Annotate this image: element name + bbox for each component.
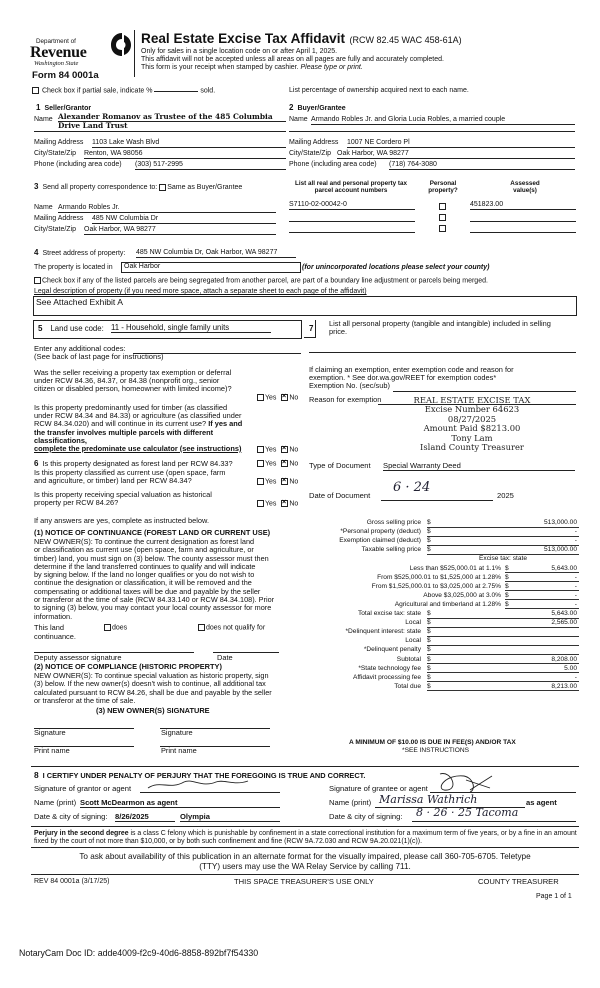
exemption-question-l3: citizen or disabled person, homeowner with limited income)? [34,384,232,394]
stamp-line-6: Island County Treasurer [420,442,524,453]
perjury-bold: Perjury in the second degree [34,830,129,837]
tax-row-label: Total excise tax: state [357,610,421,617]
this-land-label: This land [34,623,64,632]
street-address-field[interactable]: 485 NW Columbia Dr, Oak Harbor, WA 98277 [136,249,296,258]
tax-row-value: 5.00 [564,664,577,672]
timber-question-l3-bold: If yes and [208,419,243,429]
current-use-yes-label: Yes [265,478,277,486]
land-does-label: does [112,624,128,632]
tax-row [309,636,579,645]
grantee-name-label: Name (print) [329,798,372,807]
seller-address-field[interactable]: 1103 Lake Wash Blvd [92,139,286,148]
segregated-label: Check box if any of the listed parcels are being segregated from another parcel, are part of a boundary line adjustment or parcels being merged. [42,277,488,285]
historic-no-checkbox[interactable] [281,500,288,507]
notarycam-doc-id: NotaryCam Doc ID: adde4009-f2c9-40d6-8858-892bf7f54330 [19,948,259,958]
nc-l5: by signing below. If the land no longer qualifies or you do not wish to [34,570,255,580]
tax-row-value: 2,565.00 [551,619,577,627]
buyer-city-field[interactable]: Oak Harbor, WA 98277 [337,150,575,159]
grantee-date-label: Date & city of signing: [329,812,403,821]
revision-label: REV 84 0001a (3/17/25) [34,878,110,885]
timber-question-l4: the transfer involves multiple parcels with different classifications, [34,427,214,445]
correspondence-heading-no: 3 [34,182,39,191]
tax-row-label: From $1,525,000.01 to $3,025,000 at 2.75% [371,582,501,590]
historic-yes-checkbox[interactable] [257,500,264,507]
personal-property-text-l1: List all personal property (tangible and intangible) included in selling [329,319,551,328]
grantee-date-handwritten: 8 · 26 · 25 Tacoma [416,806,519,819]
grantor-name-label: Name (print) [34,798,77,807]
perjury-notice [34,830,579,846]
grantor-signature-scribble-icon [140,776,260,792]
exemption-no-label: No [289,394,299,402]
owner-print-name-1: Print name [34,746,70,755]
deputy-date-label: Date [217,653,233,662]
legal-description-value: See Attached Exhibit A [36,297,123,307]
owner-signature-label-1: Signature [34,728,66,737]
personal-property-checkbox-2[interactable] [439,214,446,221]
land-does-not-label: does not qualify for [206,624,266,632]
tax-row-value: - [574,591,577,599]
header-line-2: This affidavit will not be accepted unless all areas on all pages are fully and accurately completed. [141,56,444,63]
tax-row [309,527,579,536]
tax-row-label: Local [405,637,421,645]
stamp-line-1: REAL ESTATE EXCISE TAX [413,395,531,405]
forest-yes-label: Yes [265,460,277,468]
current-use-yes-checkbox[interactable] [257,478,264,485]
stamp-line-4: Amount Paid $8213.00 [423,423,521,434]
grantee-signature-field[interactable] [430,770,576,793]
tax-row-label: Affidavit processing fee [352,673,421,681]
correspondence-city-field[interactable]: Oak Harbor, WA 98277 [84,226,276,235]
parcel-number-1[interactable]: S7110-02-00042-0 [289,201,415,210]
ncomp-l4: or transferor at the time of sale. [34,695,136,705]
tax-row [309,536,579,545]
assessed-col-header-b: value(s) [513,187,537,195]
tax-row [309,627,579,636]
exemption-no-label: Exemption No. (sec/sub) [309,381,390,391]
correspondence-name-field[interactable]: Armando Robles Jr. [58,204,276,213]
located-in-field[interactable]: Oak Harbor [121,262,301,273]
correspondence-address-field[interactable]: 485 NW Columbia Dr [92,215,276,224]
grantee-date-field[interactable] [412,807,576,822]
land-use-row [38,325,104,334]
tax-row-label: *Personal property (deduct) [340,528,421,536]
tax-row [309,655,579,664]
tax-row-label: Subtotal [396,655,421,663]
tax-row-label: *Delinquent interest: state [345,628,421,636]
ncomp-l3: calculated pursuant to RCW 84.26, shall be due and payable by the seller [34,687,272,697]
nc-l7: compensating or additional taxes will be due and payable by the seller [34,586,261,596]
perjury-text: is a class C felony which is punishable by confinement in a state correctional institution for a maximum term of five years, or by a fine in an amount fixed by the court of not more than $10,000, or by both such confinement and fine (RCW 9A.72.030 and RCW 9A.20.021(1)(c)). [34,830,577,846]
section4-heading-no: 4 [34,248,39,257]
document-year: 2025 [497,491,514,500]
tax-row-value: 513,000.00 [543,546,577,554]
tax-row-label: Above $3,025,000 at 3.0% [423,591,501,599]
buyer-name-field[interactable]: Armando Robles Jr. and Gloria Lucia Robles, a married couple [311,116,575,125]
buyer-heading-text: Buyer/Grantee [297,105,346,112]
buyer-address-label: Mailing Address [289,139,339,146]
grantor-signature-label: Signature of grantor or agent [34,784,132,793]
buyer-name-label: Name [289,116,308,123]
exemption-yes-checkbox[interactable] [257,394,264,401]
tax-row-currency: $ [427,646,431,654]
treasurer-use-label: THIS SPACE TREASURER'S USE ONLY [234,877,374,886]
buyer-phone-label: Phone (including area code) [289,161,377,168]
header-line-3-italic: Please type or print. [300,64,363,71]
grantee-signature-label: Signature of grantee or agent [329,784,428,793]
tax-row-value: - [574,600,577,608]
reason-for-exemption-label: Reason for exemption [309,395,382,404]
tax-row-currency: $ [505,582,509,590]
street-address-label: Street address of property: [42,250,126,257]
notice-continuance-body [34,538,302,621]
land-use-field[interactable]: 11 - Household, single family units [111,324,271,333]
logo-revenue-text: Revenue [30,44,87,61]
alternate-format-l2: (TTY) users may use the WA Relay Service by calling 711. [199,862,411,871]
tax-row [309,518,579,527]
personal-property-text [329,320,579,336]
timber-no-checkbox[interactable] [281,446,288,453]
tax-row [309,645,579,654]
nc-l9: to signing (3) below, you may contact your local county assessor for more [34,603,272,613]
tax-row-currency: $ [427,619,431,627]
document-type-field[interactable]: Special Warranty Deed [383,462,575,471]
tax-row-underline [427,690,579,691]
forest-no-label: No [289,460,299,468]
tax-row-currency: $ [427,546,431,554]
same-as-buyer-label: Same as Buyer/Grantee [167,184,243,191]
street-address-row [34,249,125,258]
buyer-heading [289,104,346,113]
tax-row [309,545,579,554]
tax-row-label: *Delinquent penalty [363,646,421,654]
personal-property-checkbox-1[interactable] [439,203,446,210]
tax-row [309,618,579,627]
deputy-signature-label: Deputy assessor signature [34,653,122,662]
forest-no-checkbox[interactable] [281,460,288,467]
nc-l6: continue the designation or classification, it will be removed and the [34,578,252,588]
seller-heading-text: Seller/Grantor [44,105,92,112]
seller-phone-field[interactable]: (303) 517-2995 [135,161,286,170]
nc-l10: information. [34,611,73,621]
section5-heading-no: 5 [38,324,43,333]
segregated-checkbox[interactable] [34,277,41,284]
header-line-3-text: This form is your receipt when stamped by cashier. [141,64,301,71]
parcel-col-header-b: parcel account numbers [314,187,388,195]
minimum-due-note: A MINIMUM OF $10.00 IS DUE IN FEE(S) AND/OR TAX [349,739,516,746]
ncomp-l1: NEW OWNER(S): To continue special valuation as historic property, sign [34,671,269,680]
current-use-question-l2: and agriculture, or timber) land per RCW 84.34? [34,476,192,486]
document-date-handwritten: 6 · 24 [393,480,431,495]
segregated-row [34,277,488,286]
see-instructions-note: *SEE INSTRUCTIONS [402,747,470,754]
alternate-format-note [31,852,579,872]
tax-row-label: Agricultural and timberland at 1.28% [394,600,501,608]
section7-heading-no: 7 [309,324,314,333]
assessed-col-header-a: Assessed [510,180,540,187]
tax-row [309,564,579,573]
timber-question-l3: RCW 84.34.020) and will continue in its current use? [34,419,209,429]
tax-row-label: Less than $525,000.01 at 1.1% [409,564,501,572]
correspondence-address-label: Mailing Address [34,215,84,222]
title-text: Real Estate Excise Tax Affidavit [141,31,345,46]
title-ref: (RCW 82.45 WAC 458-61A) [349,35,462,45]
land-use-label: Land use code: [50,324,104,333]
exemption-question [34,369,264,394]
excise-state-heading: Excise tax: state [479,555,528,563]
historic-no-label: No [289,500,299,508]
certify-text: I CERTIFY UNDER PENALTY OF PERJURY THAT THE FOREGOING IS TRUE AND CORRECT. [42,771,366,780]
current-use-no-checkbox[interactable] [281,478,288,485]
tax-row-label: Taxable selling price [361,546,421,554]
logo-mark-icon [110,32,132,63]
exemption-yes-label: Yes [265,394,277,402]
seller-city-field[interactable]: Renton, WA 98056 [84,150,286,159]
dor-logo [30,28,130,70]
same-as-buyer-checkbox[interactable] [159,184,166,191]
tax-row-label: *State technology fee [358,664,421,672]
historic-question-l2: property per RCW 84.26? [34,498,119,508]
parcel-col-header [288,180,414,195]
current-use-question-l1: Is this property classified as current use (open space, farm [34,468,226,477]
tax-row-currency: $ [427,682,431,690]
tax-row [309,664,579,673]
tax-row-currency: $ [427,628,431,636]
tax-row-value: - [574,582,577,590]
land-does-checkbox[interactable] [104,624,111,631]
historic-yes-no [257,500,298,509]
tax-row-currency: $ [427,519,431,526]
buyer-phone-field[interactable]: (718) 764-3080 [389,161,575,170]
notice-compliance-body [34,672,302,705]
continuance-label: continuance. [34,632,76,641]
tax-row-value: 5,643.00 [551,610,577,617]
grantee-name-handwritten: Marissa Wathrich [379,793,478,806]
exemption-question-l2: under RCW 84.36, 84.37, or 84.38 (nonprofit org., senior [34,376,220,386]
timber-question-l5: complete the predominate use calculator (see instructions) [34,444,242,454]
buyer-city-label: City/State/Zip [289,150,332,157]
owner-print-name-2: Print name [161,746,197,755]
correspondence-city-label: City/State/Zip [34,226,77,233]
section8-heading-no: 8 [34,770,39,780]
tax-row-currency: $ [427,528,431,536]
stamp-line-2: Excise Number 64623 [424,404,520,415]
partial-sale-row [32,87,215,96]
timber-question-l1: Is this property predominantly used for timber (as classified [34,403,228,412]
exemption-no-checkbox[interactable] [281,394,288,401]
timber-yes-no [257,446,298,455]
grantor-date-label: Date & city of signing: [34,812,108,821]
timber-yes-checkbox[interactable] [257,446,264,453]
tax-row-currency: $ [427,610,431,617]
tax-row-currency: $ [427,637,431,645]
historic-yes-label: Yes [265,500,277,508]
grantor-city-field[interactable]: Olympia [180,813,280,822]
seller-heading-no: 1 [36,103,41,112]
grantor-date-field[interactable]: 8/26/2025 [115,813,175,822]
tax-row-value: - [574,673,577,681]
correspondence-name-label: Name [34,204,53,211]
personal-col-header-b: property? [428,187,458,195]
partial-sale-sold: sold. [200,87,216,95]
buyer-address-field[interactable]: 1007 NE Cordero Pl [347,139,575,148]
forest-yes-checkbox[interactable] [257,460,264,467]
correspondence-heading-text: Send all property correspondence to: [42,184,158,191]
tax-row-value: - [574,537,577,545]
partial-sale-label: Check box if partial sale, indicate % [41,87,153,95]
unincorporated-note: (for unincorporated locations please select your county) [302,264,490,271]
personal-col-header-a: Personal [429,180,457,187]
tax-row-value: 513,000.00 [543,519,577,526]
timber-question [34,404,266,453]
grantor-name-field[interactable]: Scott McDearmon as agent [80,799,280,808]
list-percentage-note: List percentage of ownership acquired next to each name. [289,87,469,94]
nc-l4: determine if the land transferred continues to qualify and will indicate [34,561,256,571]
seller-name-label: Name [34,116,53,123]
tax-row [309,673,579,682]
section6-heading-no: 6 [34,459,39,468]
nc-l8: or transferor at the time of sale (RCW 84.33.140 or RCW 84.34.108). Prior [34,595,275,605]
tax-row-label: Total due [394,682,421,690]
form-title [141,30,462,48]
forest-yes-no [257,460,298,469]
tax-row-value: - [574,528,577,536]
current-use-no-label: No [289,478,299,486]
stamp-line-3: 08/27/2025 [447,413,497,424]
tax-row-currency: $ [427,664,431,672]
document-type-label: Type of Document [309,461,371,470]
personal-property-text-l2: price. [329,327,348,337]
notice-compliance-title: (2) NOTICE OF COMPLIANCE (HISTORIC PROPERTY) [34,662,222,671]
assessed-value-1[interactable]: 451823.00 [470,201,576,210]
tax-row-value: 8,213.00 [551,682,577,690]
land-does-row [104,624,127,633]
alternate-format-l1: To ask about availability of this publication in an alternate format for the visually impaired, please call 360-705-6705. Teletype [79,852,531,861]
seller-name-line1[interactable]: Alexander Romanov as Trustee of the 485 Columbia [58,112,286,122]
tax-row-currency: $ [505,573,509,581]
partial-sale-checkbox[interactable] [32,87,39,94]
additional-codes-sub: (See back of last page for instructions) [34,352,164,361]
tax-row-label: Gross selling price [366,519,421,526]
correspondence-heading [34,183,242,192]
logo-state-text: Washington State [34,60,79,67]
ncomp-l2: (3) below. If the new owner(s) doesn't wish to continue, all additional tax [34,679,266,689]
tax-row-label: Exemption claimed (deduct) [339,537,421,545]
nc-l2: or classification as current use (open space, farm and agriculture, or [34,545,254,555]
nc-l3: timber) land, you must sign on (3) below. The county assessor must then [34,553,269,563]
parcel-col-header-a: List all real and personal property tax [295,180,407,187]
tax-row-currency: $ [427,673,431,681]
exemption-yes-no [257,394,298,403]
new-owner-signature-title: (3) NEW OWNER(S) SIGNATURE [96,706,210,715]
stamp-line-5: Tony Lam [451,432,493,443]
page-number: Page 1 of 1 [536,893,572,900]
buyer-heading-no: 2 [289,103,294,112]
tax-row [309,682,579,691]
if-yes-instruction: If any answers are yes, complete as instructed below. [34,516,209,525]
timber-question-l2: under RCW 84.34 and 84.33) or agriculture (as classified under [34,411,242,421]
land-does-not-row [198,624,265,633]
assessed-col-header [500,180,550,195]
grantor-signature-field[interactable] [140,776,280,793]
notice-continuance-title: (1) NOTICE OF CONTINUANCE (FOREST LAND OR CURRENT USE) [34,528,271,537]
treasurer-stamp [390,396,554,452]
tax-row [309,591,579,600]
tax-row [309,609,579,618]
exemption-question-l1: Was the seller receiving a property tax exemption or deferral [34,368,232,377]
claim-exemption-l2: exemption. * See dor.wa.gov/REET for exemption codes* [309,373,497,383]
seller-phone-label: Phone (including area code) [34,161,122,168]
timber-no-label: No [289,446,299,454]
historic-question-l1: Is this property receiving special valuation as historical [34,490,212,499]
tax-row-value: - [574,573,577,581]
seller-city-label: City/State/Zip [34,150,77,157]
tax-row-currency: $ [505,600,509,608]
personal-property-checkbox-3[interactable] [439,225,446,232]
tax-row-label: From $525,000.01 to $1,525,000 at 1.28% [377,573,501,581]
tax-row-currency: $ [505,591,509,599]
forest-question-text: Is this property designated as forest land per RCW 84.33? [42,459,233,468]
timber-yes-label: Yes [265,446,277,454]
document-date-label: Date of Document [309,491,371,500]
document-date-field[interactable] [381,480,493,501]
land-does-not-checkbox[interactable] [198,624,205,631]
tax-row-currency: $ [427,537,431,545]
personal-col-header [418,180,468,195]
located-in-label: The property is located in [34,264,113,271]
seller-name-line2[interactable]: Drive Land Trust [58,121,128,130]
claim-exemption-l1: If claiming an exemption, enter exemption code and reason for [309,365,514,374]
tax-row-value: 5,643.00 [551,564,577,572]
tax-row [309,573,579,582]
logo-dept-text: Department of [36,38,76,45]
tax-row [309,600,579,609]
tax-row-currency: $ [505,564,509,572]
tax-row-currency: $ [427,655,431,663]
historic-question [34,491,212,507]
grantee-signature-scribble-icon [430,770,520,794]
grantee-as-agent: as agent [526,798,557,807]
county-treasurer-label: COUNTY TREASURER [478,877,559,886]
current-use-question [34,469,225,485]
claim-exemption-text [309,366,579,391]
tax-row-label: Local [405,619,421,627]
seller-address-label: Mailing Address [34,139,84,146]
nc-l1: NEW OWNER(S): To continue the current designation as forest land [34,537,255,546]
legal-description-label: Legal description of property (if you need more space, attach a separate sheet to each page of the affidavit) [34,288,367,295]
additional-codes-label: Enter any additional codes: [34,344,126,353]
owner-signature-label-2: Signature [161,728,193,737]
header-line-1: Only for sales in a single location code on or after April 1, 2025. [141,48,338,55]
form-number: Form 84 0001a [32,70,99,81]
tax-row [309,582,579,591]
header-line-3 [141,64,363,72]
tax-row-value: 8,208.00 [551,655,577,663]
legal-description-field[interactable] [33,296,577,316]
current-use-yes-no [257,478,298,487]
